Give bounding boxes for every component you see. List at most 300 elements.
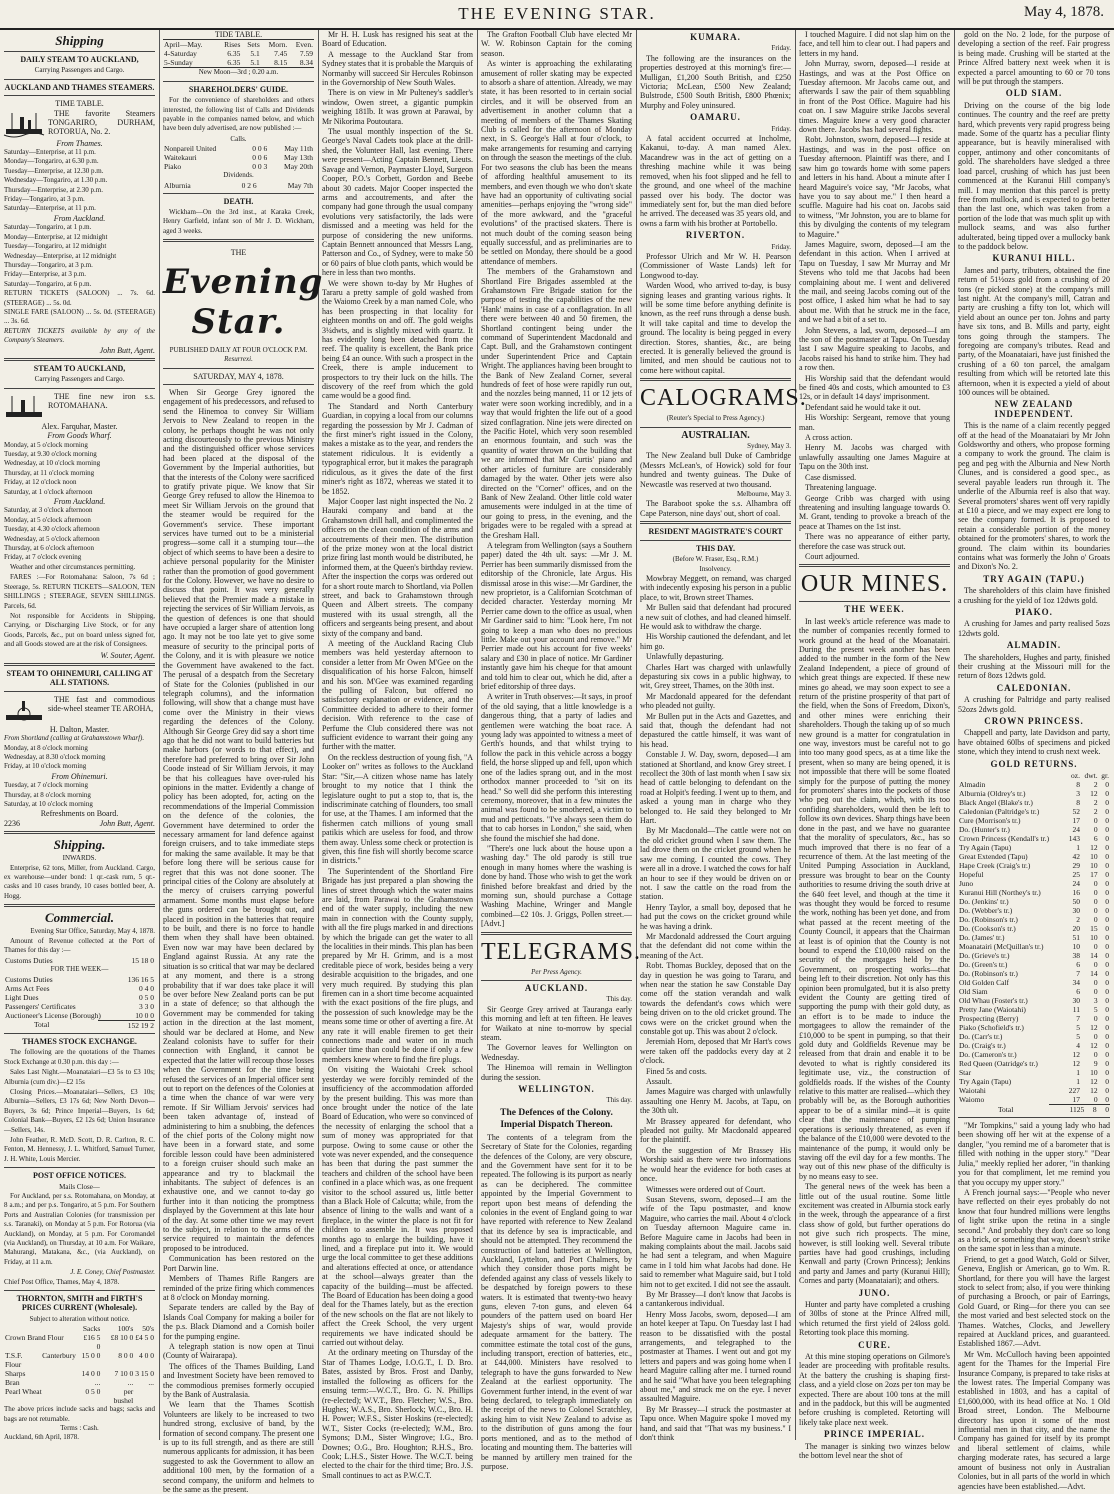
- gold-return-cell: 12: [1090, 843, 1098, 853]
- from-goods-label: From Goods Wharf.: [47, 431, 112, 441]
- flour-cell: 14 0 0: [81, 1369, 101, 1379]
- court-heading: RESIDENT MAGISTRATE'S COURT: [648, 527, 783, 537]
- gold-return-row: [958, 996, 1110, 1005]
- logo-the: THE: [230, 248, 247, 258]
- gold-return-cell: 0: [1105, 1014, 1109, 1024]
- column-1: [0, 30, 159, 1442]
- gold-return-cell: Waiotahi: [959, 1086, 986, 1096]
- news-paragraph: A meeting of the Auckland Racing Club members was held yesterday afternoon to consider a letter from Mr Owen M'Gee on the disqualification of his horse Falcon, himself and his son. M'Gee was examined regarding the pulling of Falcon, but offered no satisfactory explanation or evidence, and the Committee decided to adhere to their former decision. With reference to the case of Perfume the Club considered there was not sufficient evidence to warrant their going any further with the matter.: [322, 639, 473, 752]
- flour-row: [4, 1387, 155, 1405]
- gold-return-cell: 0: [1105, 1095, 1109, 1105]
- watch-advertisement: Friend, to get a good Watch, Gold or Silver, Geneva, English or American, go to Wm. R. Shortland, for there you will have the largest stock to select from; also, if you were thinking of purchasing a Brooch, or pair of Earrings, Gold Guard, or Ring—for there you can see the most varied and best selected stock on the Thames. Watches, Clocks, and Jewellery repaired at Auckland prices, and guaranteed. Established 1867.—Advt.: [958, 1254, 1110, 1349]
- gold-return-cell: Old Siam: [959, 987, 988, 997]
- court-report: [640, 574, 791, 1443]
- news-paragraph: "There's one luck about the house upon a washing day." The old parody is still true enough in many homes where the washing is done by hand. Those who wish to get the work finished before breakfast and dried by the morning sun, should purchase a Cottage Washing Machine, Wringer and Mangle combined—£2 10s. J. Griggs, Pollen street.—[Advt.]: [481, 843, 632, 929]
- revenue-cell: Passengers' Certificates: [5, 1001, 76, 1011]
- auckland-date: This day.: [606, 995, 632, 1004]
- local-news-item: Communication has been restored on the Port Darwin line.: [163, 1254, 314, 1273]
- gold-return-cell: 0: [1105, 861, 1109, 871]
- court-paragraph: John Stevens, a lad, sworn, deposed—I am the son of the postmaster at Tapu. On Tuesday last I saw Maguire speaking to Jacobs, and Jacobs raised his hand to strike him. They had a row then.: [799, 325, 950, 373]
- tide-table: [163, 39, 314, 68]
- gold-return-cell: Moanatairi (McQuillan's tr.): [959, 942, 1044, 952]
- kumara-heading: KUMARA.: [690, 32, 741, 42]
- anecdote-text: "Mr Tompkins," said a young lady who had been showing off her wit at the expense of a dangler, "you remind me of a barometer that is filled with nothing in the upper story." "Dear Julia," meekly replied her adorer, "in thanking you for that compliment, let me remind you that you occupy my upper story.": [958, 1121, 1110, 1187]
- gold-return-row: [958, 1023, 1110, 1032]
- imperial-dispatch-heading: Imperial Dispatch Thereon.: [500, 1120, 613, 1131]
- call-cell: May 13th: [284, 153, 313, 163]
- editorial-text: When Sir George Grey ignored the engagement of his predecessors, and refused to send the Hinemoa to convey Sir William Jervois to New Zealand to reopen in the colony, he perhaps thought he was not only acting discourteously to the previous Ministry and the distinguished officer whose services had been placed at the disposal of the Government by the Imperial authorities, but that the interests of the Colony were sacrificed to gratify private pique. We know that Sir George Grey refused to allow the Hinemoa to meet Sir William Jervois on the ground that the steamer would be required for the Government's service. These important services have turned out to be a ministerial progress—some call it a stumping tour—the object of which seems to have been a desire to achieve personal popularity for the Minister rather than the promotion of good government for the Colony. However, we have no desire to discuss that point. It was very generally believed that the Premier made a mistake in rejecting the services of Sir William Jervois, as the question of defences is one that should have occupied a larger share of attention long ago. It may not be too late yet to give some measure of security to the principal ports of the Colony, and it is with pleasure we notice the Government have awakened to the fact. The perusal of a despatch from the Secretary of State for the Colonies (published in our telegraph columns), and the information following, will show that a change must have come over the Ministry in their views regarding the defences of the Colony. Although Sir George Grey did say a short time ago that he did not want to build batteries but make harbors (or words to that effect), and therefore had preferred to bring over Sir John Coode instead of Sir William Jervois, it may be that his colleagues have over-ruled his opinions in the matter. Evidently a change of policy has been adopted, for, acting on the recommendations of the Imperial Commission on the defence of the colonies, the Government have determined to order the necessary armament for land defence against foreign cruisers, and to take immediate steps for making the same available. It may be that before long there will be serious cause for regret that this was not done sooner. The principal cities of the Colony are absolutely at the mercy of cruisers carrying powerful armament. Some months must elapse before the guns ordered can be brought out, and placed in position in the batteries that require to be built, and there is no force to handle them when they shall have been obtained. Even now war may have been declared by England against Russia. At any rate the situation is so critical that war may be declared at any moment, and there is a strong probability that if war does take place it will be over before New Zealand ports can be put in a state of defence; so that although the Government may be commended for taking action in the direction at the last moment, should war be declared at Home, and New Zealand colonists have to suffer for their connection with England, it cannot be expected that the latter will recoup those losses when the Government for the time being refused the services of an Imperial officer sent out to report on the defences of the Colonies at a time when the chance of war were very remote. If Sir William Jervois' services had been taken advantage of, instead of administering to him a snubbing, the defences of the chief ports of the Colony might now have been in a forward state, and some forcible lesson could have been administered to a foreign cruiser should such make an appearance and try to blackmail the inhabitants. The subject of defences is an exhaustive one, and we cannot to-day go further into it than noticing the promptness displayed by the Government at this late hour of the day. At some other time we may revert to the subject, in relation to the arms of the service required to maintain the defences proposed to be introduced.: [163, 387, 314, 1253]
- revenue-row: [4, 993, 155, 1002]
- for-week-label: FOR THE WEEK—: [50, 965, 109, 974]
- court-paragraph: Mr Macdonald appeared for the defendant who pleaded not guilty.: [640, 691, 791, 711]
- gold-return-row: [958, 1059, 1110, 1068]
- gold-return-row: [958, 1068, 1110, 1077]
- insurance-advertisement: Mr Wm. McCulloch having been appointed agent for the Thames for the Imperial Fire Insurance Company, is prepared to take risks at the lowest rates. The Imperial Company was established in 1803, and has a capital of £1,600,000, with its head office at No. 1 Old Broad street, London. The Melbourne directory has upon it some of the most influential men in that city, and the name the Company has gained for itself by its prompt and liberal settlement of claims, while charging moderate rates, has secured a large amount of business not only in Australian Colonies, but in all parts of the world in which agencies have been established.—Advt.: [958, 1349, 1110, 1491]
- column-3: [318, 30, 477, 1480]
- flour-header: [4, 1324, 155, 1333]
- daily-steam-sub: Carrying Passengers and Cargo.: [34, 66, 125, 75]
- gold-return-cell: 14: [1090, 969, 1098, 979]
- tide-cell: 5-Sunday: [164, 58, 193, 68]
- flour-cell: Sharps: [5, 1369, 26, 1379]
- gold-return-cell: 4: [1076, 1041, 1080, 1051]
- court-paragraph: On the suggestion of Mr Brassey His Worship said as there were two informations he would hear the evidence for both cases at once.: [640, 1145, 791, 1184]
- riverton-heading: RIVERTON.: [685, 230, 746, 241]
- riverton-date: Friday.: [771, 242, 791, 251]
- gold-return-cell: 1: [1076, 1068, 1080, 1078]
- cure-text: At this mine stoping operations on Gilmore's leader are proceeding with profitable results. At the battery the crushing is shaping first-class, and a yield close on 2ozs per ton may be expected. There are about 100 tons at the mill and in the paddock, but this will be augmented before crushing is completed. Retorting will likely take place next week.: [799, 1352, 950, 1427]
- shipping-heading: Shipping: [55, 33, 104, 48]
- thames-times: [4, 148, 155, 214]
- gold-total-oz: 1125: [1049, 1105, 1085, 1115]
- gold-return-row: [958, 789, 1110, 798]
- caledonian-text: A crushing for Paltridge and party realised 52ozs 2dwts gold.: [958, 695, 1110, 714]
- gold-return-cell: Do. (Robinson's tr.): [959, 915, 1018, 925]
- court-paragraph: James Maguire was charged with unlawfully assaulting one Henry M. Jacobs, at Tapu, on the 30th ult.: [640, 1087, 791, 1116]
- liability-notice: Not responsible for Accidents in Shipping, Carrying, or Discharging Live Stock, or for any Goods, Parcels, &c., put on board unless signed for, and all Goods stowed are at the risk of Consignees.: [4, 611, 155, 649]
- gold-return-cell: 0: [1105, 843, 1109, 853]
- gold-return-cell: 0: [1105, 1041, 1109, 1051]
- piako-heading: PIAKO.: [1015, 606, 1053, 617]
- gold-return-cell: Do. (Jenkins' tr.): [959, 897, 1009, 907]
- court-paragraph: By Mr Brassey—I don't know that Jacobs is a cantankerous individual.: [640, 1289, 791, 1309]
- news-paragraph: On the reckless destruction of young fish, "A Looker on" writes as follows to the Auckland Star: "Sir,—A citizen whose name has lately brought to my notice that I think the legislature ought to put a stop to, that is, the indiscriminate catching of flounders, too small for use, at the Thames. I am informed that the fishermen catch millions of young small patikis which are useless for food, and throw them away. Unless some check or protection is given, this fine fish will shortly become scarce in districts.": [322, 752, 473, 866]
- gold-return-cell: 5: [1076, 1032, 1080, 1042]
- news-paragraph: Major Cooper last night inspected the No. 2 Hauraki company and band at the Grahamstown drill hall, and complimented the officers on the clean condition of the arms and accoutrements of their men. The distribution of the prize money won at the local district prize firing last month would be distributed, he informed them, at the Queen's birthday review. After the inspection the corps was ordered out for a short route march to Shortland, via Pollen street, and back to Grahamstown through Queen and Albert streets. The company mustered with its usual strength, all the officers and sergeants being present, and about sixty of the company and band.: [322, 496, 473, 638]
- call-cell: Piako: [164, 162, 182, 172]
- goods-time-item: Tuesday, at 9.30 o'clock morning: [4, 450, 97, 458]
- gold-return-cell: 3: [1076, 789, 1080, 799]
- gold-return-cell: 17: [1090, 870, 1098, 880]
- gold-return-cell: Try Again (Tapu): [959, 843, 1012, 853]
- goods-time-item: Friday, at 12 o'clock noon: [4, 478, 77, 487]
- gold-return-cell: 11: [1072, 1005, 1080, 1015]
- almadin-heading: ALMADIN.: [1006, 640, 1062, 651]
- masthead: [0, 0, 1114, 30]
- auckland-time-item: Monday—Enterprise, at 12 midnight: [4, 232, 108, 241]
- news-paragraph: The Grafton Football Club have elected Mr W. W. Robinson Captain for the coming season.: [481, 30, 632, 58]
- gold-return-cell: Juno: [959, 879, 974, 889]
- thames-time-item: Wednesday—Tongariro, at 1.30 p.m.: [4, 176, 108, 185]
- dividend-row: [163, 181, 314, 190]
- revenue-cell: 3 3 0: [139, 1001, 154, 1011]
- kuranui-text: James and party, tributers, obtained the fine return of 51½ozs gold from a crushing of 20 tons (re picked stone) at the company's mill last night. At the company's mill, Catran and party are crushing a fifty ton lot, which will yield about an ounce per ton. Johns and party have six tons, and B. Mills and party, eight tons going through the stampers. The foregoing are company's tributes. Read and party, of the Moanataiari, have just finished the crushing of a 60 ton parcel, the amalgam resulting from which will be retorted late this afternoon, when it is expected a yield of about 100 ounces will be obtained.: [958, 265, 1110, 398]
- gold-return-cell: Star: [959, 1068, 972, 1078]
- wellington-heading: WELLINGTON.: [518, 1084, 595, 1095]
- tide-cell: 5.1: [250, 49, 260, 59]
- flour-cell: 8 0 0: [118, 1351, 134, 1361]
- auckland-time-item: Thursday, at 6 o'clock afternoon: [4, 544, 95, 553]
- gold-return-cell: 5: [1076, 1023, 1080, 1033]
- rotomahana-text: THE fine new iron s.s. ROTOMAHANA.: [48, 391, 155, 411]
- mines-text: The general news of the week has been a little out of the usual routine. Some little excitement was created in Alburnia stock early in the week, through the appearance of a first class show of gold, but further operations do not give such rich prospects. The mine, however, is still looking well. Several tribute parties have had good crushings, including Kenwall and party (Crown Princess); Jenkins and party and James and party (Kuranui Hill); Cornes and party (Moanataiari); and others.: [799, 1182, 950, 1286]
- steamer-icon: [4, 111, 44, 139]
- gold-return-cell: 0: [1105, 816, 1109, 826]
- mails-close-label: Mails Close—: [59, 1182, 100, 1191]
- refreshments-note: Refreshments on Board.: [40, 809, 119, 819]
- court-paragraph: Mowbray Meggett, on remand, was charged with indecently exposing his person in a public place, to wit, Brown street Thames.: [640, 573, 791, 602]
- flour-cell: ...: [127, 1378, 134, 1388]
- gold-return-cell: 1: [1076, 1077, 1080, 1087]
- gold-return-cell: Caledonian (Paltridge's tr.): [959, 807, 1040, 817]
- shortland-time-item: Friday, at 10 o'clock morning: [4, 762, 87, 771]
- post-office-date: Chief Post Office, Thames, May 4, 1878.: [4, 1277, 120, 1286]
- nz-independent-heading: NEW ZEALAND INDEPENDENT.: [994, 399, 1074, 419]
- gold-return-cell: 16: [1072, 888, 1080, 898]
- gold-return-cell: [958, 771, 1066, 780]
- court-paragraph: His Worship said that the defendant would be fined 40s and costs, which amounted to £3 12s, or in default 14 days' imprisonment.: [799, 373, 950, 402]
- court-paragraph: George Cribb was charged with using threatening and insulting language towards O. M. Grant, tending to provoke a breach of the peace at Thames on the 1st inst.: [799, 493, 950, 531]
- from-shortland-label: From Shortland (calling at Grahamstown Wharf).: [4, 734, 145, 743]
- gold-return-cell: Great Extended (Tapu): [959, 852, 1028, 862]
- gold-return-cell: 0: [1105, 969, 1109, 979]
- flour-cell: per bushel: [113, 1387, 134, 1406]
- flour-cell: 0 5 0: [85, 1387, 101, 1397]
- court-paragraph: Assault.: [646, 1077, 672, 1087]
- auckland-time-item: Monday, at 5 o'clock afternoon: [4, 515, 91, 524]
- auckland-time-item: Friday—Enterprise, at 3 p.m.: [4, 270, 87, 279]
- gold-return-cell: 0: [1093, 897, 1098, 907]
- gold-return-cell: 0: [1093, 915, 1098, 925]
- gold-return-cell: 0: [1105, 942, 1109, 952]
- prices-current-heading: THORNTON, SMITH and FIRTH'S PRICES CURRENT (Wholesale).: [16, 1294, 143, 1313]
- inwards-label: INWARDS.: [62, 854, 97, 863]
- gold-return-cell: Old Golden Calf: [959, 978, 1009, 988]
- gold-return-cell: 1: [1076, 843, 1080, 853]
- try-again-heading: TRY AGAIN (TAPU.): [983, 573, 1085, 584]
- defences-heading: The Defences of the Colony.: [500, 1107, 613, 1118]
- gold-return-row: [958, 906, 1110, 915]
- tide-cell: April—May.: [164, 40, 203, 50]
- flour-price-table: [4, 1324, 155, 1405]
- gold-return-cell: 5: [1093, 1005, 1098, 1015]
- auckland-times-2: [4, 506, 155, 562]
- news-paragraph: On visiting the Waiotahi Creek school yesterday we were forcibly reminded of the insufficiency of the accommodation afforded by the present building. This was more than once brought under the notice of the late Board of Education, who were so convinced of the necessity of enlarging the school that a sum of money was appropriated for that purpose. Owing to some cause or other the vote was never expended, and the consequence has been that during the past summer the teachers and children of the school have been confined in a place which was, as one frequent visitor to the school assured us, little better than a Black Hole of Calcutta; while, from the absence of lining to the walls and want of a fireplace, in the winter the place is not fit for children to assemble in. It was proposed months ago to enlarge the building, have it lined, and a fireplace put into it. We would urge the local committee to get these additions and alterations effected at once, or attendance at the school—always greater than the capacity of the building—must be affected. The Board of Education has been doing a good deal for the Thames lately, but as the erection of the new schools on the flat are not likely to affect the Creek School, the very urgent requirements we have indicated should be carried out without delay.: [322, 1065, 473, 1348]
- gold-return-cell: 30: [1072, 906, 1080, 916]
- gold-return-cell: Alburnia (Oldrey's tr.): [959, 789, 1026, 799]
- journal-text: A French journal says:—"People who never have reflected on their eyes probably do not know that four hundred millions were lengths of light strike upon the retina in a single second." And probably they don't care so long as a brick, or something that way, doesn't strike on the same spot in less than a minute.: [958, 1187, 1110, 1254]
- gold-return-cell: 34: [1072, 978, 1080, 988]
- court-paragraph: Henry Taylor, a small boy, deposed that he had put the cows on the cricket ground while he was having a drink.: [640, 902, 791, 931]
- auckland-time-item: Tuesday, at 4.30 o'clock afternoon: [4, 525, 100, 534]
- court-paragraph: Susan Stevens, sworn, deposed—I am the wife of the Tapu postmaster, and know Maguire, who carries the mail. About 4 o'clock on Tuesday afternoon Maguire came in. Before Maguire came in Jacobs had been in making complaints about the mail. Jacobs said he had sent a telegram, and when Maguire came in I told him what Jacobs had done. He said to remember what Maguire said, but I told him not to get excited. I did not see the assault.: [640, 1194, 791, 1289]
- melbourne-text: The Baraboot spoke the s.s. Alhambra off Cape Paterson, nine days' out, short of coal.: [640, 499, 791, 518]
- sydney-dateline: Sydney, May 3.: [747, 442, 791, 451]
- revenue-value: 15 18 0: [131, 956, 154, 966]
- gold-return-cell: 0: [1105, 960, 1109, 970]
- gold-return-cell: 0: [1093, 942, 1098, 952]
- gold-return-cell: 24: [1072, 879, 1080, 889]
- gold-return-row: [958, 987, 1110, 996]
- flour-cell: Bran: [5, 1378, 20, 1388]
- court-paragraph: A cross action.: [805, 433, 853, 443]
- gold-return-cell: 12: [1090, 1041, 1098, 1051]
- nz-independent-text: This is the name of a claim recently pegged off at the head of the Moanataiari by Mr John Goldsworthy and others, who propose forming a company to work the ground. The claim is peg and peg with the Alburnia and New North Clunes, and is considered a good spec., as several payable leaders run through it. The underlie of the Alburnia reef is also that way. Several promoters' shares went off very rapidly at £10 a piece, and we may expect ere long to see the company formed. It is proposed to retain a considerable portion of the money obtained for the promoters' shares, to work the ground. The claim within its boundaries contains what was formerly the John o' Groats and Dixon's No. 2.: [958, 421, 1110, 572]
- goods-times: [4, 441, 155, 497]
- gold-return-cell: 38: [1072, 951, 1080, 961]
- court-paragraph: Robt. Johnston, sworn, deposed—I reside at Hastings, and was in the post office on Tuesday afternoon. Plaintiff was there, and I saw him go towards home with some papers and letters in his hand. About a minute after I heard Maguire's voice say, "Mr Jacobs, what have you to say about me." I then heard a scuffle. Maguire had his coat on. Jacobs said to witness, "Mr Johnston, you are to blame for this by divulging the contents of my telegram to Maguire.": [799, 135, 950, 239]
- local-news-item: We learn that the Thames Scottish Volunteers are likely to be increased to two hundred strong, exclusive of band, by the formation of second company. The present one is up to its full strength, and as there are still numerous applicants for admission, it has been suggested to ask the Government to allow an additional 100 men, by the formation of a second company, the uniform and helmets to be the same as the present.: [163, 1400, 314, 1494]
- court-paragraph: Unlawfully depasturing.: [646, 652, 724, 662]
- auckland-time-item: Tuesday—Tongariro, at 12 midnight: [4, 242, 107, 251]
- broker-names: John Feather, R. McD. Scott, D. R. Carlton, R. C. Fenton, M. Hennessy, J. L. Whitford, Samuel Turner, J. H. White, Louis Mercier.: [4, 1135, 155, 1163]
- court-paragraph: Witnesses were ordered out of Court.: [646, 1184, 766, 1194]
- gold-return-cell: 3: [1093, 996, 1098, 1006]
- publication-note: PUBLISHED DAILY AT FOUR O'CLOCK P.M.: [169, 345, 308, 354]
- mines-text: In last week's article reference was made to the number of companies recently formed to work ground at the head of the Moanatairi. During the present week another has been added to the number in the form of the New Zealand Independent, a piece of ground of which great things are expected. If these new mines go ahead, we may soon expect to see a return of the pristine prosperity of that part of the field, when the Sons of Freedom, Dixon's, and other mines were enriching their shareholders. Though the taking up of so much new ground is a matter for congratulation in one way, investors must be careful not to go into too many good specs, as at a time like the present, when so many are being opened, it is not impossible that there will be some floated simply for the purpose of putting the money for promoters' shares into the pockets of those who peg out the claim, which, with its too confiding shareholders, would then be left to follow its own devices. Sharp things have been done in the past, and we have no guarantee that the morality of speculators, &c., has so much improved that there is no fear of a recurrence of them. At the last meeting of the United Pumping Association in Auckland, pressure was brought to bear on the County authorities to resume driving the south drive at the 640 feet level, and though at the time it was thought they would be forced to resume the work, nothing has been yet done, and from what passed at the recent meeting of the County Council, it appears that the Chairman at least is of opinion that the County is not bound to expend the £10,000 raised on the security of the mortgages held by the Government, on prospecting works—that being left to their discretion. Not only has this opinion been promulgated, but it is also pretty evident the County are getting tired of supporting the pump with their gold duty, as an effort is to be made to induce the mortgagees to allow the remainder of the £10,000 to be spent in pumping, so that their gold duty and Goldfields Revenue may be released from that drain and enable it to be devoted to what is rightly considered its legitimate use, viz., the construction of goldfields roads. If the wishes of the County relative to this matter are realised—which they probably will be, as the Borough authorities appear to be of a similar mind—it is quite clear that the maintenance of pumping operations is seriously threatened, as even if the balance of the £10,000 were devoted to the maintenance of the pump, it would only be staving off the evil day for a few months. The way out of this new phase of the difficulty is by no means easy to see.: [799, 616, 950, 1181]
- gold-return-cell: Kuranui Hill (Northey's tr.): [959, 888, 1041, 898]
- local-news-list-2: [481, 30, 632, 929]
- thames-time-item: Monday—Tongariro, at 6.30 p.m.: [4, 157, 99, 166]
- gold-return-row: [958, 960, 1110, 969]
- local-news-item: A telegraph station is now open at Tinui (County of Wairarapa).: [163, 1341, 314, 1361]
- return-note: RETURN TICKETS available by any of the Company's Steamers.: [4, 326, 155, 345]
- gold-return-cell: 0: [1105, 906, 1109, 916]
- commercial-dateline: Evening Star Office, Saturday, May 4, 1878.: [30, 927, 155, 936]
- calls-table: [163, 144, 314, 171]
- court-paragraph: By Mr Brassey—I struck the postmaster at Tapu once. When Maguire spoke I moved my hand, and said that "That was my business." I don't think: [640, 1404, 791, 1443]
- ohinemuri-time-item: Saturday, at 10 o'clock morning: [4, 800, 93, 808]
- thames-time-item: Friday—Tongariro, at 3 p.m.: [4, 195, 85, 204]
- gold-return-cell: 6: [1076, 960, 1080, 970]
- gold-return-cell: 0: [1105, 978, 1109, 988]
- gold-return-cell: 8: [1076, 780, 1080, 790]
- exchange-intro: The following are the quotations of the Thames Stock Exchange at 0.30 p.m. this day :—: [4, 1048, 155, 1066]
- gold-return-row: [958, 870, 1110, 879]
- gold-return-cell: Do. (Cameron's tr.): [959, 1050, 1017, 1060]
- death-heading: DEATH.: [223, 196, 254, 206]
- ohinemuri-heading: STEAM TO OHINEMURI, CALLING AT ALL STATIONS.: [6, 668, 153, 688]
- flour-date: Auckland, 6th April, 1878.: [4, 1433, 80, 1442]
- gold-return-cell: 0: [1105, 825, 1109, 835]
- gold-return-cell: 6: [1093, 834, 1098, 844]
- prices-subject-note: Subject to alteration without notice.: [29, 1314, 130, 1323]
- gold-return-row: [958, 924, 1110, 933]
- gold-return-cell: 30: [1072, 996, 1080, 1006]
- thames-time-item: Tuesday—Enterprise, at 12.30 p.m.: [4, 166, 104, 175]
- tide-cell: 8.15: [274, 58, 288, 68]
- moon-phase: New Moon—3rd ; 0.20 a.m.: [198, 68, 279, 77]
- revenue-row: [4, 984, 155, 993]
- return-fares: RETURN TICKETS (SALOON) ... 7s. 6d. (STEERAGE) ... 5s. 0d.: [4, 289, 155, 307]
- court-paragraph: Constable J. W. Day, sworn, deposed—I am stationed at Shortland, and know Grey street. I recollect the 30th of last month when I saw six head of cattle belonging to defendant on the road at Holpit's feeding. I went up to them, and asked a young man in charge who they belonged to. He said they belonged to Mr Hart.: [640, 750, 791, 826]
- call-cell: May 11th: [284, 144, 313, 154]
- gold-return-cell: 0: [1093, 816, 1098, 826]
- gold-return-cell: Do. (Green's tr.): [959, 960, 1008, 970]
- agent-signature-2: W. Souter, Agent.: [100, 650, 155, 660]
- gold-return-cell: 51: [1072, 933, 1080, 943]
- gold-return-cell: 0: [1093, 1095, 1098, 1105]
- kumara-date: Friday.: [771, 44, 791, 53]
- court-date: THIS DAY.: [696, 543, 735, 553]
- flour-cell: 4 0 0: [139, 1351, 154, 1361]
- court-paragraph: There was no appearance of either party, therefore the case was struck out.: [799, 532, 950, 551]
- gold-return-cell: 0: [1105, 1023, 1109, 1033]
- gold-return-cell: 0: [1105, 987, 1109, 997]
- tide-cell: 7.59: [299, 49, 313, 59]
- court-paragraph: Court adjourned.: [805, 551, 860, 561]
- gold-return-row: [958, 807, 1110, 816]
- flour-cell: 100's: [117, 1324, 134, 1334]
- gold-return-cell: Cure (Morrison's tr.): [959, 816, 1021, 826]
- shortland-time-item: Wednesday, at 8.30 o'clock morning: [4, 752, 106, 761]
- shipping-heading-2: Shipping.: [53, 837, 106, 853]
- news-paragraph: At the ordinary meeting on Thursday of the Star of Thames Lodge, I.O.G.T., I. D. Bro. Bates, assisted by Bros. Frost and Danby, installed the following as officers for the ensuing term:—W.C.T., Bro. G. N. Phillips (re-elected); W.V.T., Bro. Fletcher; W.S., Bro. Hughes; W.A.S., Bro. Sherlock; W.C., Bro. H. H. Power; W.F.S., Sister Hoskins (re-elected); W.T., Sister Cocks (re-elected); W.M., Bro. Symons; D.M., Sister Wingrove; I.G., Bro. Downes; O.G., Bro. Houghton; R.H.S., Bro. Cook; L.H.S., Sister Howe. The W.C.T. being elected to the chair for the third time; Bro. J.S. Small continues to act as P.W.C.T.: [322, 1348, 473, 1480]
- exchange-closing: Closing Prices.—Moanataiari—Sellers, £3 10s; Alburnia—Sellers, £3 17s 6d; New North Devon—Buyers, 3s 6d; Prince Imperial—Buyers, 1s 6d; Colonial Bank—Buyers, £2 12s 6d; Union Insurance—Sellers, 14s.: [4, 1087, 155, 1134]
- court-paragraph: Mr Bullen put in the Acts and Gazettes, and said that, though the defendant had not depastured the cattle himself, it was want of his head.: [640, 711, 791, 749]
- court-paragraph: His Worship: Sergeant, remove that young man.: [799, 413, 950, 432]
- stock-exchange-heading: THAMES STOCK EXCHANGE.: [22, 1036, 137, 1046]
- kumara-text: The following are the insurances on the properties destroyed at this morning's fire:—Mulligan, £1,200 South British, and £250 Victoria; McLean, £500 New Zealand; Bulstrode, £500 South British, £800 Phœnix; Murphy and Foley uninsured.: [640, 53, 791, 110]
- gold-return-cell: 0: [1105, 834, 1109, 844]
- news-paragraph: A telegram from Wellington (says a Southern paper) dated the 4th ult. says: —Mr J. M. Perrier has been summarily dismissed from the editorship of the Chronicle, late Argus. His dismissal arose in this wise:—Mr Gardiner, the new proprietor, is a Californian Scotchman of decided character. Yesterday morning Mr Perrier came down to the office as usual, when Mr Gardiner said to him: "Look here, I'm not going to keep a man who does no precious little. Make out your account and remove." Mr Perrier made out his account for five weeks' salary and £30 in place of notice. Mr Gardiner instantly gave him his cheque for that amount and told him to clear out, which he did, after a brief editorship of three days.: [481, 540, 632, 692]
- old-siam-text: Driving on the course of the big lode continues. The country and the reef are pretty hard, which prevents very rapid progress being made. Some of the quartz has a peculiar flinty appearance, but is heavily mineralised with copper, antimony and other concomitants of gold. The shareholders have sledged a three load parcel, crushing of which has just been commenced at the Kuranui Hill company's mill. I may mention that this parcel is pretty free from mullock, and is expected to go better than the last one, which was taken from a portion of the lode that was much split up with mullock seams, and was also further adulterated, being tipped over a mullocky bank to the paddock below.: [958, 100, 1110, 251]
- gold-total-dwt: 8: [1085, 1105, 1097, 1115]
- court-paragraph: Mr Macdonald addressed the Court arguing that the defendant did not come within the meaning of the Act.: [640, 931, 791, 960]
- revenue-row: [4, 975, 155, 984]
- gold-return-cell: 0: [1105, 1059, 1109, 1069]
- gold-return-cell: 0: [1105, 888, 1109, 898]
- flour-cell: 7 10 0: [114, 1369, 134, 1379]
- oamaru-date: Friday.: [771, 124, 791, 133]
- daily-steam-heading: DAILY STEAM TO AUCKLAND,: [20, 55, 139, 64]
- death-notice: Wickham—On the 3rd inst., at Karaka Creek, Henry Garfield, infant son of Mr J. D. Wickham, aged 3 weeks.: [163, 208, 314, 235]
- shareholders-guide-heading: SHAREHOLDERS' GUIDE.: [188, 84, 289, 94]
- gold-return-cell: 50: [1072, 897, 1080, 907]
- gold-returns-heading: GOLD RETURNS.: [990, 758, 1078, 769]
- goods-time-item: Monday, at 5 o'clock morning: [4, 440, 88, 449]
- gold-return-cell: 0: [1093, 1014, 1098, 1024]
- dividend-cell: 0 2 6: [241, 180, 257, 190]
- gold-return-row: [958, 1041, 1110, 1050]
- editorial-dateline: SATURDAY, MAY 4, 1878.: [193, 371, 284, 381]
- gold-return-cell: 143: [1068, 834, 1080, 844]
- court-paragraph: John Murray, sworn, deposed—I reside at Hastings, and was at the Post Office on Tuesday afternoon. Mr Jacobs came out, and afterwards I saw the pair of them squabbling in front of the Post Office. Maguire had his coat on. I saw Maguire strike Jacobs several times. Maguire knew a very good character down there. Jacobs has had several fights.: [799, 59, 950, 135]
- gold-return-cell: 2: [1076, 915, 1080, 925]
- court-paragraph: James Maguire, sworn, deposed—I am the defendant in this action. When I arrived at Tapu on Tuesday, I saw Mr Murray and Mr Stevens who told me that Jacobs had been complaining about me. I went and delivered the mail, and seeing Jacobs coming out of the post office, I asked him what he had to say about me. With that he struck me in the face, and we had a bit of a set to.: [799, 239, 950, 325]
- gold-total-label: Total: [998, 1104, 1014, 1114]
- from-ohinemuri-label: From Ohinemuri.: [51, 771, 108, 781]
- total-label: Total: [34, 1020, 50, 1030]
- exchange-sales: Sales Last Night.—Moanataiari—£3 5s to £3 10s; Alburnia (cum div.)—£2 15s: [4, 1068, 155, 1086]
- court-before: (Before W. Fraser, Esq., R.M.): [672, 555, 759, 564]
- gold-return-cell: Do. (Craig's tr.): [959, 1041, 1006, 1051]
- auckland-heading: AUCKLAND.: [524, 983, 589, 993]
- almadin-text: The shareholders, Hughes and party, finished their crushing at the Missouri mill for the return of 8ozs 12dwts gold.: [958, 652, 1110, 681]
- gold-return-cell: Do. (James' tr.): [959, 933, 1005, 943]
- agent-signature-3: John Butt, Agent.: [99, 818, 155, 828]
- flour-row: [4, 1333, 155, 1351]
- newspaper-title: THE EVENING STAR.: [458, 4, 656, 23]
- gold-return-cell: 42: [1072, 852, 1080, 862]
- gold-return-cell: 0: [1105, 996, 1109, 1006]
- dividends-table: [163, 181, 314, 190]
- auckland-time-item: Saturday, at 3 o'clock afternoon: [4, 506, 93, 515]
- tide-cell: 4-Saturday: [164, 49, 197, 59]
- gold-return-cell: Waiomo: [959, 1095, 985, 1105]
- gold-return-cell: 227: [1068, 1086, 1080, 1096]
- gold-total-gr: 0: [1098, 1105, 1110, 1115]
- calls-label: Calls.: [230, 134, 247, 143]
- tide-cell: Sets: [247, 40, 260, 50]
- gold-return-row: [958, 897, 1110, 906]
- telegram-text: Sir George Grey arrived at Tauranga early this morning and left at ten fifteen. He leaves for Waikato at nine to-morrow by special steam.: [481, 1004, 632, 1043]
- piako-text: A crushing for James and party realised 5ozs 12dwts gold.: [958, 619, 1110, 638]
- gold-return-header: [958, 771, 1110, 780]
- tide-cell: 6.35: [227, 49, 241, 59]
- timetable-label: TIME TABLE.: [55, 99, 104, 109]
- gold-return-cell: gr.: [1101, 771, 1109, 781]
- gold-return-row: [958, 879, 1110, 888]
- gold-return-cell: Prospecting (Berry): [959, 1014, 1019, 1024]
- column-7: [954, 30, 1114, 1491]
- old-siam-heading: OLD SIAM.: [1005, 88, 1063, 99]
- our-mines-heading: OUR MINES.: [800, 571, 949, 598]
- flour-note: The above prices include sacks and bags; sacks and bags are not returnable.: [4, 1405, 155, 1423]
- news-paragraph: The usual monthly inspection of the St. George's Naval Cadets took place at the drill-shed, the Volunteer Hall, last evening. There were present—Acting Captain Bennett, Lieuts. Savage and Vernon, Paymaster Lloyd, Surgeon Cooper, P.O.'s Corbett, Gordon and Beebe about 30 cadets. Major Cooper inspected the arms and accoutrements, and after the company had gone through the usual company evolutions very satisfactorily, the lads were dismissed and a meeting was held for the purpose of considering the new uniforms. Captain Bennett announced that Messrs Lang, Patterson and Co., of Sydney, were to make 50 or 60 pairs of blue cloth pants, which would be here in less than two months.: [322, 127, 473, 278]
- local-news-item: Separate tenders are called by the Bay of Islands Coal Company for making a boiler for the p.s. Black Diamond and a Cornish boiler for the pumping engine.: [163, 1303, 314, 1341]
- gold-return-row: [958, 1014, 1110, 1023]
- gold-return-cell: 29: [1072, 861, 1080, 871]
- gold-return-row: [958, 1095, 1110, 1104]
- news-paragraph: The Standard and North Canterbury Guardian, in copying a local from our columns regarding the possession by Mr J. Cadman of the first miner's right issued in the Colony, makes a mistake as to the year, and renders the statement ridiculous. It is evidently a typographical error, but it makes the paragraph ridiculous, as it gives the date of the first miner's right as 1872, whereas we stated it to be 1852.: [322, 401, 473, 496]
- news-paragraph: We were shown to-day by Mr Hughes of Tararu a pretty sample of gold washed from the Waiomo Creek by a man named Cole, who has been prospecting in that locality for eighteen months on and off. The gold weighs 3¼dwts, and is slightly mixed with quartz. It has evidently long been detached from the reef. The quality is excellent, the Bank price being £4 an ounce. With such a prospect in the Creek, there is ample inducement to prospectors to try their luck on the hills. The discovery of the reef from which the gold came would be a good find.: [322, 278, 473, 401]
- gold-return-cell: 0: [1105, 1032, 1109, 1042]
- company-heading: AUCKLAND AND THAMES STEAMERS.: [4, 82, 155, 92]
- flour-cell: [134, 1387, 155, 1405]
- gold-return-cell: 15: [1090, 924, 1098, 934]
- total-value: 152 19 2: [98, 1020, 155, 1030]
- court-paragraph: Charles Hart was charged with unlawfully depasturing six cows in a public highway, to wit, Grey street, Thames, on the 30th inst.: [640, 662, 791, 691]
- gold-return-cell: 12: [1090, 1086, 1098, 1096]
- gold-return-row: [958, 933, 1110, 942]
- flour-cell: £4 5 0: [135, 1333, 155, 1343]
- column-5: [636, 30, 807, 1443]
- revenue-cell: Auctioneer's License (Borough): [5, 1010, 101, 1020]
- gold-return-cell: 2: [1093, 798, 1098, 808]
- gold-return-cell: Do. (Grieve's tr.): [959, 951, 1010, 961]
- gold-return-cell: 9: [1093, 1059, 1098, 1069]
- flour-cell: £8 10 0: [110, 1333, 134, 1343]
- weather-note: Weather and other circumstances permitting.: [10, 562, 136, 571]
- call-cell: Nonpareil United: [164, 144, 217, 154]
- call-row: [163, 153, 314, 162]
- court-paragraph: Fined 5s and costs.: [646, 1066, 707, 1076]
- gold-return-cell: Do. (Cookson's tr.): [959, 924, 1016, 934]
- gold-return-cell: 0: [1105, 1068, 1109, 1078]
- flour-cell: [4, 1324, 77, 1333]
- postmaster-signature: J. E. Coney, Chief Postmaster.: [70, 1268, 155, 1277]
